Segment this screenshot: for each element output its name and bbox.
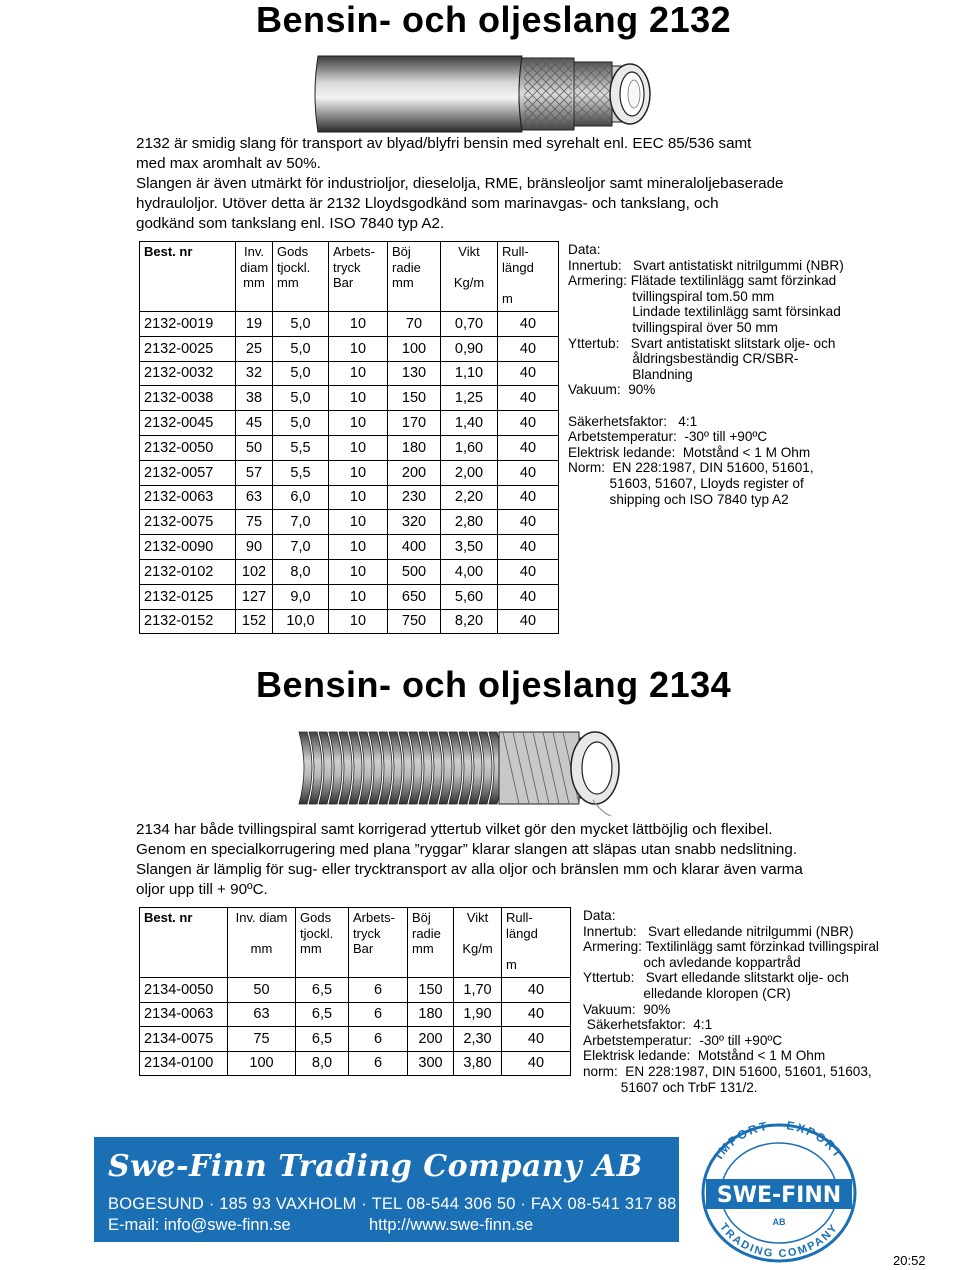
table-cell: 10,0 (273, 609, 329, 634)
spec-table-2132 (139, 241, 559, 634)
data-line: Data: (568, 242, 601, 257)
page-title-2132: Bensin- och oljeslang 2132 (256, 0, 732, 40)
page-title-2134: Bensin- och oljeslang 2134 (256, 664, 732, 705)
table-cell: 10 (329, 411, 388, 436)
table-row (140, 609, 559, 634)
data-line: Yttertub: Svart elledande slitstarkt olje- och (583, 970, 849, 986)
table-cell: 25 (236, 336, 273, 361)
table-cell: 40 (502, 978, 571, 1003)
data-line: Säkerhetsfaktor: 4:1 (583, 1017, 713, 1033)
table-cell: 10 (329, 510, 388, 535)
cell-best-nr: 2134-0100 (140, 1051, 228, 1076)
table-cell: 180 (388, 435, 441, 460)
table-cell: 320 (388, 510, 441, 535)
table-row (140, 361, 559, 386)
table-cell: 6,5 (296, 978, 349, 1003)
table-cell: 200 (408, 1027, 454, 1052)
data-line: Innertub: Svart antistatiskt nitrilgummi (NBR) (568, 257, 844, 273)
table-cell: 10 (329, 559, 388, 584)
table-cell: 8,20 (441, 609, 498, 634)
intro-line: godkänd som tankslang enl. ISO 7840 typ A2. (136, 215, 445, 232)
table-cell: 200 (388, 460, 441, 485)
table-cell: 10 (329, 535, 388, 560)
intro-line: hydrauloljor. Utöver detta är 2132 Lloydsgodkänd som marinavgas- och tankslang, och (136, 195, 719, 212)
table-cell: 400 (388, 535, 441, 560)
table-cell: 38 (236, 386, 273, 411)
data-line: Innertub: Svart elledande nitrilgummi (NBR) (583, 923, 854, 939)
table-cell: 150 (388, 386, 441, 411)
table-cell: 10 (329, 386, 388, 411)
table-cell: 70 (388, 312, 441, 337)
table-cell: 40 (498, 485, 559, 510)
table-row (140, 435, 559, 460)
intro-line: Slangen är även utmärkt för industrioljor, dieselolja, RME, bränsleoljor samt mineraloljebaserade (136, 175, 784, 192)
table-cell: 10 (329, 609, 388, 634)
data-line: Armering: Flätade textilinlägg samt förzinkad (568, 273, 837, 289)
table-row (140, 510, 559, 535)
data-line: tvillingspiral tom.50 mm (568, 288, 775, 304)
data-line (568, 398, 844, 414)
table-cell: 40 (502, 1002, 571, 1027)
col-header-vikt: Vikt Kg/m (454, 908, 502, 978)
col-header-gods: Gods tjockl. mm (296, 908, 349, 978)
table-cell: 10 (329, 485, 388, 510)
table-cell: 45 (236, 411, 273, 436)
data-line: Yttertub: Svart antistatiskt slitstark olje- och (568, 335, 836, 351)
table-cell: 40 (498, 312, 559, 337)
data-line: Vakuum: 90% (583, 1001, 671, 1017)
col-header-rull-langd: Rull- längd m (498, 242, 559, 312)
table-cell: 40 (498, 361, 559, 386)
footer-banner (94, 1137, 679, 1242)
cell-best-nr: 2132-0025 (140, 336, 236, 361)
intro-line: 2134 har både tvillingspiral samt korrigerad yttertub vilket gör den mycket lättböjlig och flexibel. (136, 821, 773, 838)
table-cell: 5,60 (441, 584, 498, 609)
table-cell: 0,70 (441, 312, 498, 337)
intro-line: Genom en specialkorrugering med plana ”ryggar” klarar slangen att släpas utan snabb nedslitning. (136, 841, 798, 858)
col-header-arbetstryck: Arbets- tryck Bar (349, 908, 408, 978)
table-cell: 10 (329, 460, 388, 485)
col-header-boj-radie: Böj radie mm (408, 908, 454, 978)
cell-best-nr: 2132-0032 (140, 361, 236, 386)
data-line: Norm: EN 228:1987, DIN 51600, 51601, (568, 460, 814, 476)
table-cell: 5,5 (273, 435, 329, 460)
table-cell: 2,00 (441, 460, 498, 485)
cell-best-nr: 2132-0019 (140, 312, 236, 337)
table-cell: 9,0 (273, 584, 329, 609)
table-cell: 5,0 (273, 336, 329, 361)
cell-best-nr: 2134-0063 (140, 1002, 228, 1027)
cell-best-nr: 2132-0057 (140, 460, 236, 485)
col-header-best-nr: Best. nr (140, 908, 228, 978)
table-cell: 10 (329, 435, 388, 460)
table-row (140, 978, 571, 1003)
cell-best-nr: 2132-0102 (140, 559, 236, 584)
data-line: elledande kloropen (CR) (583, 985, 791, 1001)
data-line: 51607 och TrbF 131/2. (583, 1079, 758, 1095)
cell-best-nr: 2132-0038 (140, 386, 236, 411)
cell-best-nr: 2132-0152 (140, 609, 236, 634)
data-line: Blandning (568, 366, 693, 382)
table-cell: 130 (388, 361, 441, 386)
data-line: tvillingspiral över 50 mm (568, 319, 779, 335)
company-name: Swe-Finn Trading Company AB (108, 1149, 643, 1184)
table-cell: 6,5 (296, 1027, 349, 1052)
table-row (140, 386, 559, 411)
table-cell: 102 (236, 559, 273, 584)
data-line: och avledande koppartråd (583, 954, 801, 970)
table-cell: 8,0 (273, 559, 329, 584)
table-cell: 57 (236, 460, 273, 485)
table-cell: 10 (329, 312, 388, 337)
data-line: Data: (583, 908, 616, 923)
table-row (140, 1002, 571, 1027)
table-cell: 170 (388, 411, 441, 436)
col-header-boj-radie: Böj radie mm (388, 242, 441, 312)
table-cell: 8,0 (296, 1051, 349, 1076)
table-cell: 10 (329, 361, 388, 386)
table-cell: 1,90 (454, 1002, 502, 1027)
cell-best-nr: 2132-0075 (140, 510, 236, 535)
table-cell: 152 (236, 609, 273, 634)
cell-best-nr: 2132-0125 (140, 584, 236, 609)
col-header-inv-diam: Inv. diam mm (236, 242, 273, 312)
hose-2134-ribs (299, 732, 502, 804)
intro-line: Slangen är lämplig för sug- eller trycktransport av alla oljor och bränslen mm och klarar även varma (136, 861, 803, 878)
table-row (140, 1027, 571, 1052)
table-cell: 2,80 (441, 510, 498, 535)
table-cell: 75 (228, 1027, 296, 1052)
table-cell: 1,60 (441, 435, 498, 460)
table-cell: 3,50 (441, 535, 498, 560)
col-header-rull-langd: Rull- längd m (502, 908, 571, 978)
hose-2134-illustration (293, 720, 645, 816)
table-cell: 150 (408, 978, 454, 1003)
table-cell: 2,30 (454, 1027, 502, 1052)
cell-best-nr: 2134-0050 (140, 978, 228, 1003)
company-email[interactable]: E-mail: info@swe-finn.se (108, 1216, 291, 1234)
table-cell: 40 (498, 460, 559, 485)
table-row (140, 535, 559, 560)
table-cell: 750 (388, 609, 441, 634)
table-cell: 40 (498, 559, 559, 584)
table-cell: 100 (228, 1051, 296, 1076)
company-website-link[interactable]: http://www.swe-finn.se (369, 1216, 534, 1234)
data-line: Vakuum: 90% (568, 382, 656, 398)
table-cell: 90 (236, 535, 273, 560)
data-line: Arbetstemperatur: -30º till +90ºC (568, 429, 768, 445)
table-cell: 10 (329, 584, 388, 609)
table-row (140, 336, 559, 361)
cell-best-nr: 2132-0090 (140, 535, 236, 560)
cell-best-nr: 2132-0050 (140, 435, 236, 460)
table-cell: 7,0 (273, 535, 329, 560)
data-line: norm: EN 228:1987, DIN 51600, 51601, 51603, (583, 1063, 872, 1079)
table-cell: 32 (236, 361, 273, 386)
page-number: 20:52 (893, 1253, 926, 1268)
intro-line: med max aromhalt av 50%. (136, 155, 321, 172)
table-cell: 0,90 (441, 336, 498, 361)
table-cell: 40 (498, 584, 559, 609)
col-header-vikt: Vikt Kg/m (441, 242, 498, 312)
table-cell: 40 (498, 510, 559, 535)
data-line: Säkerhetsfaktor: 4:1 (568, 413, 698, 429)
data-line: Arbetstemperatur: -30º till +90ºC (583, 1032, 783, 1048)
table-header-row (140, 908, 571, 978)
table-cell: 6 (349, 1051, 408, 1076)
table-row (140, 559, 559, 584)
table-cell: 6,5 (296, 1002, 349, 1027)
table-cell: 50 (228, 978, 296, 1003)
table-cell: 6 (349, 1027, 408, 1052)
table-cell: 19 (236, 312, 273, 337)
table-cell: 500 (388, 559, 441, 584)
hose-rib (299, 732, 312, 804)
data-line: Elektrisk ledande: Motstånd < 1 M Ohm (583, 1048, 826, 1064)
table-cell: 4,00 (441, 559, 498, 584)
table-cell: 40 (498, 535, 559, 560)
data-line: Lindade textilinlägg samt försinkad (568, 304, 841, 320)
table-cell: 1,25 (441, 386, 498, 411)
table-cell: 6 (349, 1002, 408, 1027)
table-cell: 75 (236, 510, 273, 535)
table-cell: 300 (408, 1051, 454, 1076)
table-row (140, 485, 559, 510)
data-line: shipping och ISO 7840 typ A2 (568, 491, 789, 507)
data-block-2134 (583, 908, 879, 1095)
data-line: Elektrisk ledande: Motstånd < 1 M Ohm (568, 444, 811, 460)
table-cell: 40 (498, 386, 559, 411)
table-cell: 63 (236, 485, 273, 510)
table-cell: 100 (388, 336, 441, 361)
cell-best-nr: 2132-0063 (140, 485, 236, 510)
table-cell: 127 (236, 584, 273, 609)
col-header-best-nr: Best. nr (140, 242, 236, 312)
table-cell: 5,0 (273, 411, 329, 436)
col-header-inv-diam: Inv. diam mm (228, 908, 296, 978)
table-cell: 5,0 (273, 386, 329, 411)
logo-text-main: SWE-FINN (716, 1183, 842, 1208)
table-cell: 180 (408, 1002, 454, 1027)
table-cell: 40 (498, 435, 559, 460)
table-cell: 6,0 (273, 485, 329, 510)
spec-table-2134 (139, 907, 571, 1076)
table-cell: 5,0 (273, 312, 329, 337)
table-row (140, 312, 559, 337)
table-row (140, 584, 559, 609)
cell-best-nr: 2134-0075 (140, 1027, 228, 1052)
logo-text-ab: AB (772, 1217, 786, 1227)
table-cell: 40 (498, 336, 559, 361)
intro-2134 (136, 820, 836, 900)
table-cell: 230 (388, 485, 441, 510)
swe-finn-logo (690, 1113, 868, 1263)
table-cell: 5,5 (273, 460, 329, 485)
table-cell: 7,0 (273, 510, 329, 535)
table-cell: 10 (329, 336, 388, 361)
table-cell: 40 (498, 411, 559, 436)
table-cell: 1,10 (441, 361, 498, 386)
table-row (140, 1051, 571, 1076)
col-header-gods: Gods tjockl. mm (273, 242, 329, 312)
table-cell: 40 (502, 1027, 571, 1052)
table-cell: 6 (349, 978, 408, 1003)
company-address: BOGESUND · 185 93 VAXHOLM · TEL 08-544 306 50 · FAX 08-541 317 88 (108, 1195, 677, 1213)
hose-2132-illustration (312, 46, 668, 138)
table-row (140, 460, 559, 485)
table-cell: 50 (236, 435, 273, 460)
cell-best-nr: 2132-0045 (140, 411, 236, 436)
table-cell: 1,70 (454, 978, 502, 1003)
intro-line: oljor upp till + 90ºC. (136, 881, 268, 898)
data-line: Armering: Textilinlägg samt förzinkad tvillingspiral (583, 939, 879, 955)
col-header-arbetstryck: Arbets- tryck Bar (329, 242, 388, 312)
table-cell: 2,20 (441, 485, 498, 510)
table-cell: 63 (228, 1002, 296, 1027)
table-cell: 650 (388, 584, 441, 609)
intro-line: 2132 är smidig slang för transport av blyad/blyfri bensin med syrehalt enl. EEC 85/536 samt (136, 135, 752, 152)
logo-text-bottom: TRADING COMPANY (717, 1221, 841, 1261)
data-line: åldringsbeständig CR/SBR- (568, 351, 799, 367)
table-cell: 40 (498, 609, 559, 634)
data-block-2132 (568, 242, 844, 507)
table-cell: 3,80 (454, 1051, 502, 1076)
data-line: 51603, 51607, Lloyds register of (568, 475, 804, 491)
table-cell: 1,40 (441, 411, 498, 436)
table-cell: 40 (502, 1051, 571, 1076)
logo-text-top: IMPORT · EXPORT (711, 1117, 846, 1162)
table-cell: 5,0 (273, 361, 329, 386)
table-header-row (140, 242, 559, 312)
intro-2132 (136, 134, 836, 234)
table-row (140, 411, 559, 436)
